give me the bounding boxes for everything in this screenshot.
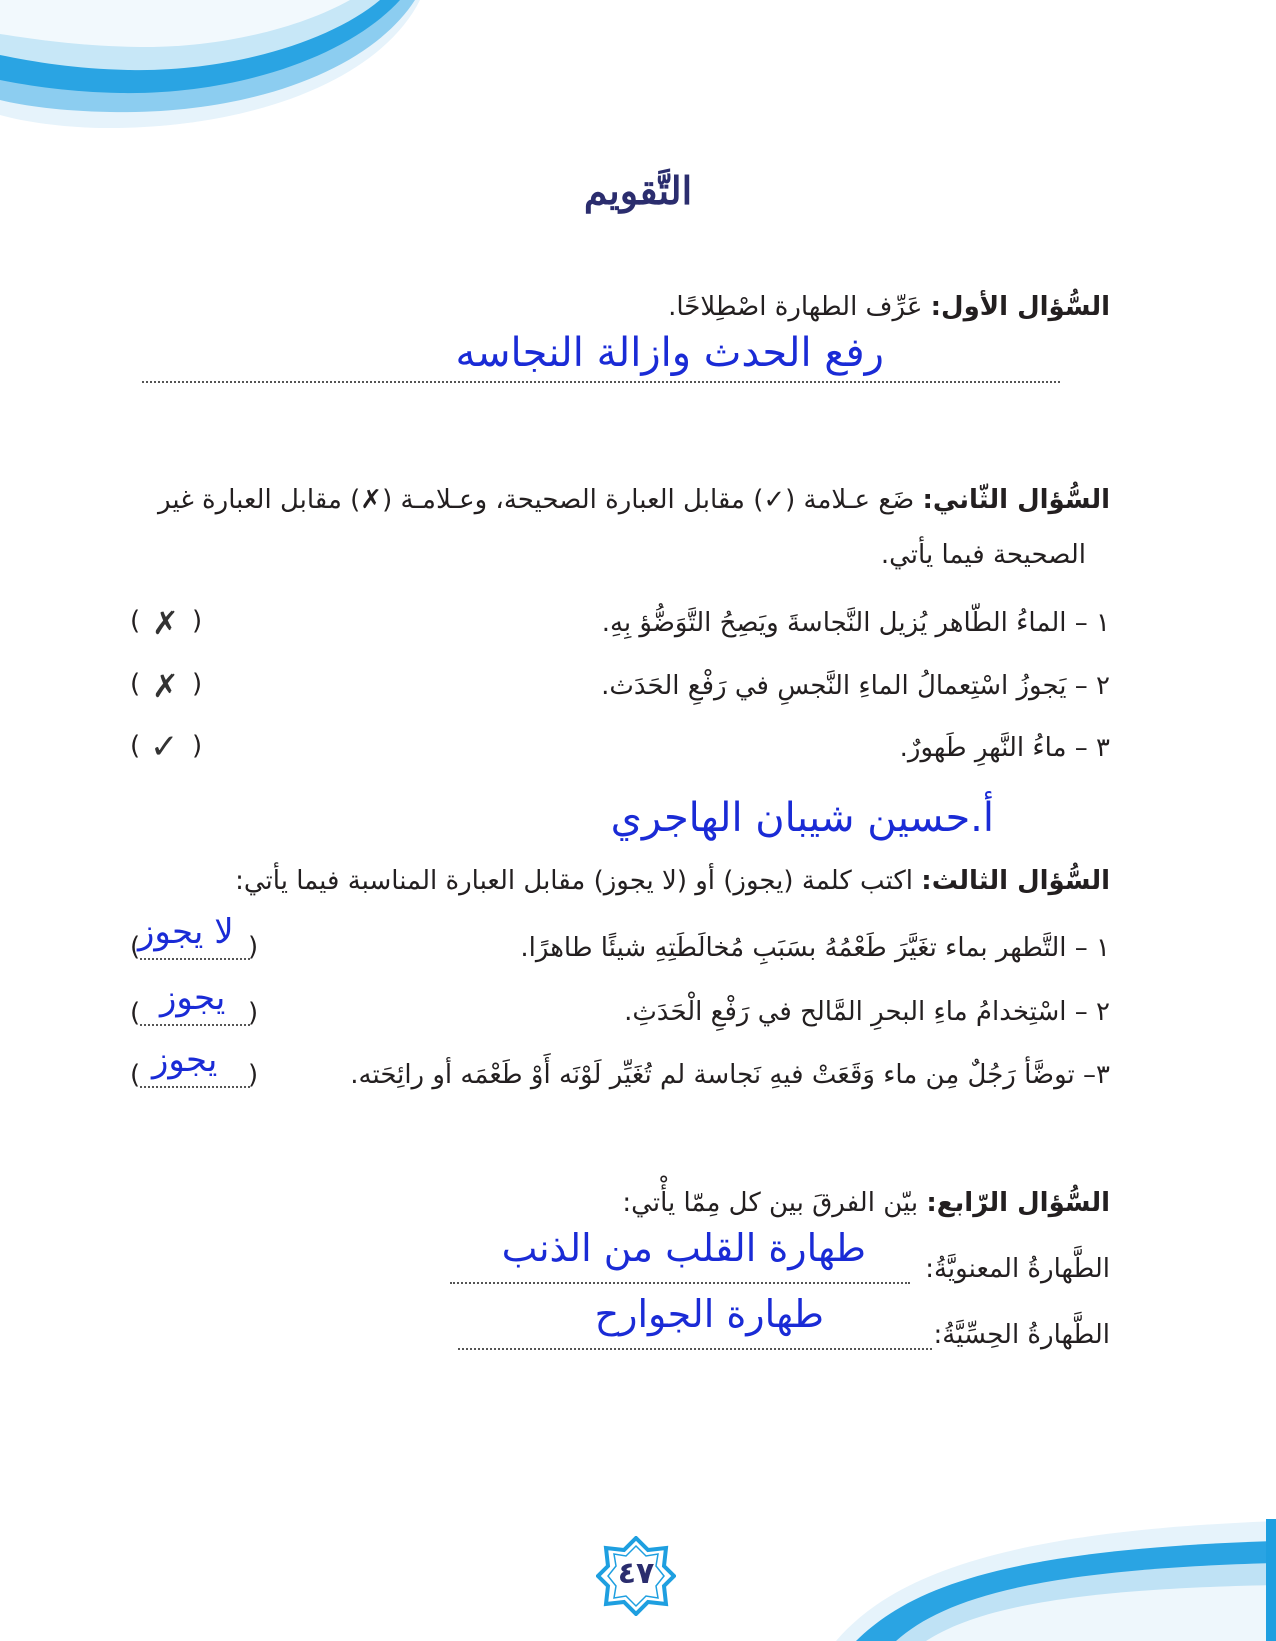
check-mark-icon: ✓ xyxy=(150,727,179,767)
question-3 xyxy=(235,866,1110,896)
question-3-text: اكتب كلمة (يجوز) أو (لا يجوز) مقابل العبارة المناسبة فيما يأتي: xyxy=(235,866,914,896)
page-title: التَّقويم xyxy=(583,168,693,213)
page-number: ٤٧ xyxy=(617,1556,655,1591)
question-3-answer-slot-2: ( يجوز ) xyxy=(130,978,259,1028)
question-2-item-3: ٣ – ماءُ النَّهرِ طَهورٌ. xyxy=(899,733,1110,763)
question-4-answer-2: طهارة الجوارح xyxy=(594,1292,824,1336)
page-number-badge xyxy=(596,1536,676,1616)
question-2 xyxy=(158,485,1110,515)
question-4-label: السُّؤال الرّابع: xyxy=(926,1188,1110,1218)
question-1-answer: رفع الحدث وازالة النجاسه xyxy=(455,330,884,376)
header-wave-decoration xyxy=(0,0,440,140)
question-2-item-1: ١ – الماءُ الطّاهر يُزيل النَّجاسةَ ويَصِحُ التَّوَضُّؤ بِهِ. xyxy=(601,608,1110,638)
question-4 xyxy=(622,1188,1110,1218)
question-2-item-2: ٢ – يَجوزُ اسْتِعمالُ الماءِ النَّجسِ في رَفْعِ الحَدَث. xyxy=(601,671,1110,701)
cross-mark-icon: ✗ xyxy=(152,604,179,642)
question-3-item-1: ١ – التَّطهر بماء تغَيَّرَ طَعْمُهُ بسَبَبِ مُخالَطَتِهِ شيئًا طاهرًا. xyxy=(520,933,1110,963)
question-2-text: ضَع عـلامة (✓) مقابل العبارة الصحيحة، وعـلامـة (✗) مقابل العبارة غير xyxy=(158,485,915,515)
answer-line xyxy=(142,381,1060,383)
footer-wave-decoration xyxy=(836,1461,1276,1641)
question-4-text: بيّن الفرقَ بين كل مِمّا يأْتي: xyxy=(622,1188,919,1218)
question-1-label: السُّؤال الأول: xyxy=(930,292,1110,322)
question-3-answer-3: يجوز xyxy=(152,1040,218,1080)
answer-line xyxy=(450,1282,910,1284)
teacher-signature: أ.حسين شيبان الهاجري xyxy=(610,795,994,841)
question-4-item-1-label: الطَّهارةُ المعنويَّةُ: xyxy=(925,1254,1110,1284)
question-3-answer-slot-3: ( يجوز ) xyxy=(130,1040,259,1090)
question-3-label: السُّؤال الثالث: xyxy=(921,866,1110,896)
question-3-answer-1: لا يجوز xyxy=(138,912,234,952)
question-3-item-3: ٣– توضَّأ رَجُلٌ مِن ماء وَقَعَتْ فيهِ نَجاسة لم تُغَيِّر لَوْنَه أَوْ طَعْمَه أو رائِحَته. xyxy=(350,1060,1110,1090)
question-3-answer-slot-1: ( لا يجوز ) xyxy=(130,912,259,962)
question-1 xyxy=(668,292,1110,322)
question-2-label: السُّؤال الثّاني: xyxy=(922,485,1110,515)
answer-line xyxy=(458,1348,932,1350)
question-4-answer-1: طهارة القلب من الذنب xyxy=(501,1226,866,1270)
question-4-item-2-label: الطَّهارةُ الحِسِّيَّةُ: xyxy=(933,1320,1110,1350)
cross-mark-icon: ✗ xyxy=(152,667,179,705)
question-3-answer-2: يجوز xyxy=(160,978,226,1018)
question-1-text: عَرِّف الطهارة اصْطِلاحًا. xyxy=(668,292,923,322)
question-3-item-2: ٢ – اسْتِخدامُ ماءِ البحرِ المَّالح في رَفْعِ الْحَدَثِ. xyxy=(624,997,1110,1027)
question-2-text-line2: الصحيحة فيما يأتي. xyxy=(880,540,1086,570)
